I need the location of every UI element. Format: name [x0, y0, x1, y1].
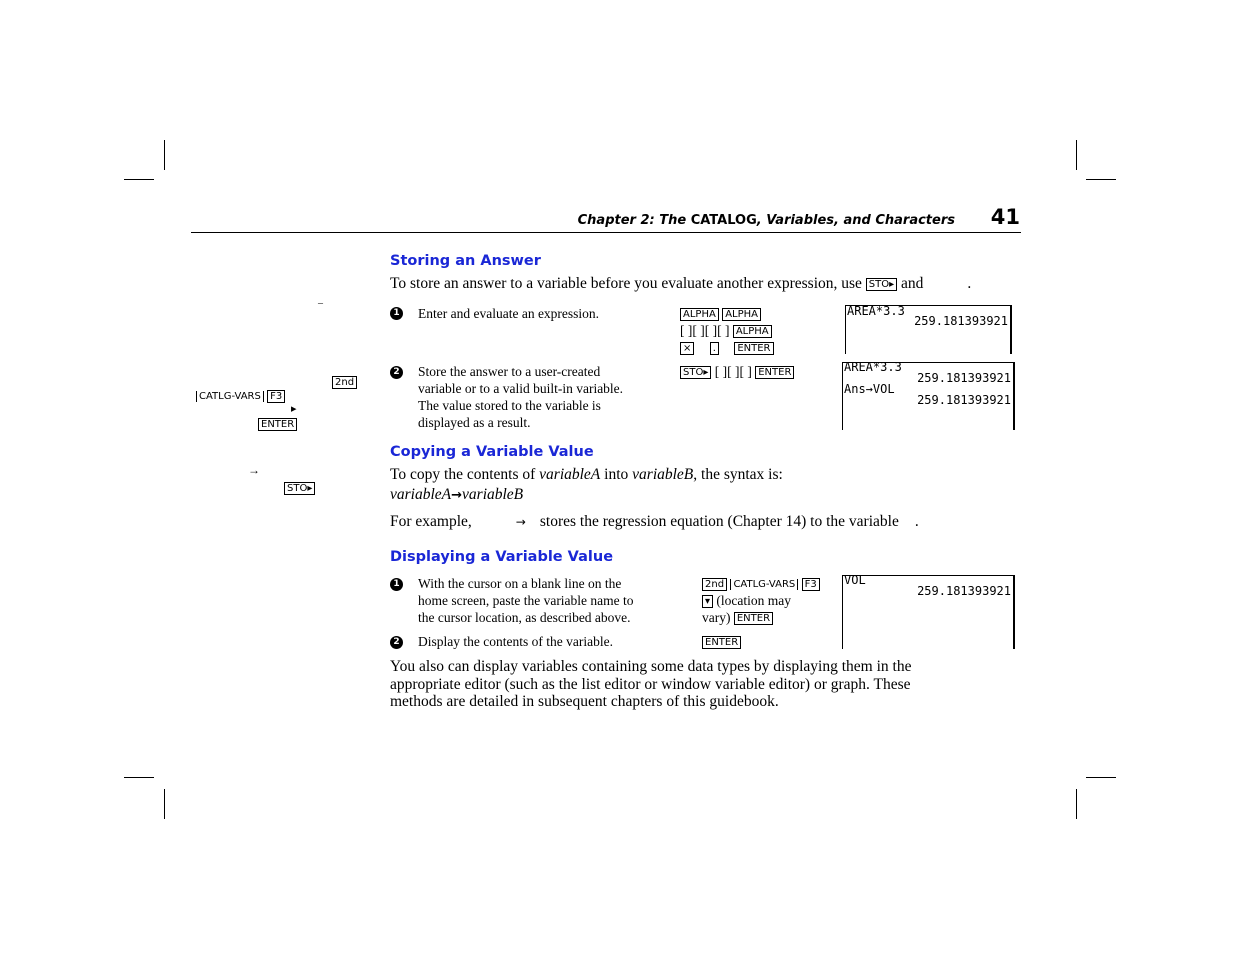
screen-line: 259.181393921 — [917, 371, 1011, 385]
displaying-step1-keys — [702, 575, 820, 626]
storing-intro-text: To store an answer to a variable before you evaluate another expression, use — [390, 275, 862, 292]
key-enter: ENTER — [702, 636, 741, 649]
key-2nd: 2nd — [702, 578, 727, 591]
key-alpha: ALPHA — [733, 325, 772, 338]
storing-intro-and: and — [901, 275, 924, 292]
key-f3: F3 — [267, 390, 285, 403]
screen-line: Ans→VOL — [844, 382, 895, 396]
text-line: The value stored to the variable is — [418, 398, 601, 413]
key-sto: STO▸ — [284, 482, 315, 495]
text-line: methods are detailed in subsequent chapters of this guidebook. — [390, 693, 779, 710]
text-line: With the cursor on a blank line on the — [418, 576, 622, 591]
section-heading-copying: Copying a Variable Value — [390, 444, 594, 460]
screen-line: 259.181393921 — [917, 393, 1011, 407]
crop-mark — [124, 179, 154, 180]
calculator-screen — [842, 575, 1015, 649]
section-heading-displaying: Displaying a Variable Value — [390, 549, 614, 565]
page-number: 41 — [990, 205, 1020, 229]
text-line: the cursor location, as described above. — [418, 610, 631, 625]
text-line: home screen, paste the variable name to — [418, 593, 634, 608]
store-arrow-icon: → — [248, 463, 260, 477]
text: variableB — [632, 466, 694, 483]
key-catlg-vars: CATLG-VARS — [730, 579, 798, 590]
storing-intro-end: . — [967, 275, 972, 292]
displaying-step2-keys — [702, 633, 741, 650]
copying-example — [390, 513, 919, 532]
text-line: You also can display variables containing some data types by displaying them in the — [390, 658, 912, 675]
chapter-title — [578, 213, 955, 228]
sidebar-enter-key — [258, 416, 297, 432]
chapter-catalog: CATALOG — [690, 213, 757, 228]
text: For example, — [390, 513, 472, 530]
sidebar-2nd-key — [332, 374, 357, 390]
text: variableB — [462, 486, 524, 503]
closing-paragraph — [390, 658, 911, 711]
displaying-step2-text: Display the contents of the variable. — [418, 634, 613, 649]
text: (location may — [716, 593, 792, 608]
storing-intro — [390, 275, 971, 293]
key-alpha: ALPHA — [680, 308, 719, 321]
text: variableA — [539, 466, 601, 483]
step-bullet: 2 — [390, 636, 403, 649]
chapter-suffix: , Variables, and Characters — [756, 213, 955, 228]
key-sto: STO▸ — [866, 278, 897, 291]
down-arrow-icon: ▾ — [702, 595, 713, 608]
copying-line1 — [390, 466, 783, 484]
storing-step1-keys — [680, 305, 774, 356]
sidebar-catlg-keys — [196, 388, 285, 404]
text: stores the regression equation (Chapter 14) to the variable — [539, 513, 899, 530]
crop-mark — [1076, 789, 1077, 819]
key-enter: ENTER — [734, 612, 773, 625]
store-arrow-icon: → — [451, 488, 463, 503]
text-line: variable or to a valid built-in variable. — [418, 381, 624, 396]
step-bullet: 1 — [390, 578, 403, 591]
key-2nd: 2nd — [332, 376, 357, 389]
storing-step1-text: Enter and evaluate an expression. — [418, 306, 600, 321]
text: into — [600, 466, 633, 483]
text: variableA — [390, 486, 452, 503]
key-enter: ENTER — [258, 418, 297, 431]
key-times: × — [680, 342, 694, 355]
screen-line: 259.181393921 — [917, 584, 1011, 598]
text: . — [914, 513, 919, 530]
section-heading-storing: Storing an Answer — [390, 253, 541, 269]
text: To copy the contents of — [390, 466, 540, 483]
key-sto: STO▸ — [680, 366, 711, 379]
key-enter: ENTER — [755, 366, 794, 379]
key-catlg-vars: CATLG-VARS — [196, 391, 264, 402]
step-bullet: 1 — [390, 307, 403, 320]
storing-step2-text — [418, 363, 623, 431]
text: , the syntax is: — [693, 466, 783, 483]
key-enter: ENTER — [734, 342, 773, 355]
screen-line: AREA*3.3 — [847, 304, 905, 318]
key-f3: F3 — [802, 578, 820, 591]
key-alpha: ALPHA — [722, 308, 761, 321]
chapter-prefix: Chapter 2: The — [577, 213, 691, 228]
key-brackets: [ ][ ][ ] — [714, 364, 752, 379]
step-bullet: 2 — [390, 366, 403, 379]
crop-mark — [1086, 179, 1116, 180]
sidebar-dash: – — [318, 298, 323, 309]
key-dot: . — [710, 342, 719, 355]
key-brackets: [ ][ ][ ][ ] — [680, 323, 730, 338]
crop-mark — [1076, 140, 1077, 170]
displaying-step1-text — [418, 575, 634, 626]
screen-line: 259.181393921 — [914, 314, 1008, 328]
text-line: Store the answer to a user-created — [418, 364, 601, 379]
sidebar-sto-key — [284, 480, 315, 496]
text-line: appropriate editor (such as the list editor or window variable editor) or graph. These — [390, 675, 911, 693]
copying-syntax — [390, 486, 523, 505]
storing-step2-keys — [680, 363, 794, 380]
store-arrow-icon: → — [515, 515, 526, 529]
screen-line: AREA*3.3 — [844, 360, 902, 374]
crop-mark — [124, 777, 154, 778]
calculator-screen — [845, 305, 1012, 354]
crop-mark — [164, 789, 165, 819]
screen-line: VOL — [844, 573, 866, 587]
calculator-screen — [842, 362, 1015, 430]
header-rule — [191, 232, 1021, 233]
crop-mark — [1086, 777, 1116, 778]
text-line: displayed as a result. — [418, 415, 531, 430]
right-arrow-icon: ▸ — [291, 403, 297, 415]
crop-mark — [164, 140, 165, 170]
text: vary) — [702, 610, 731, 625]
